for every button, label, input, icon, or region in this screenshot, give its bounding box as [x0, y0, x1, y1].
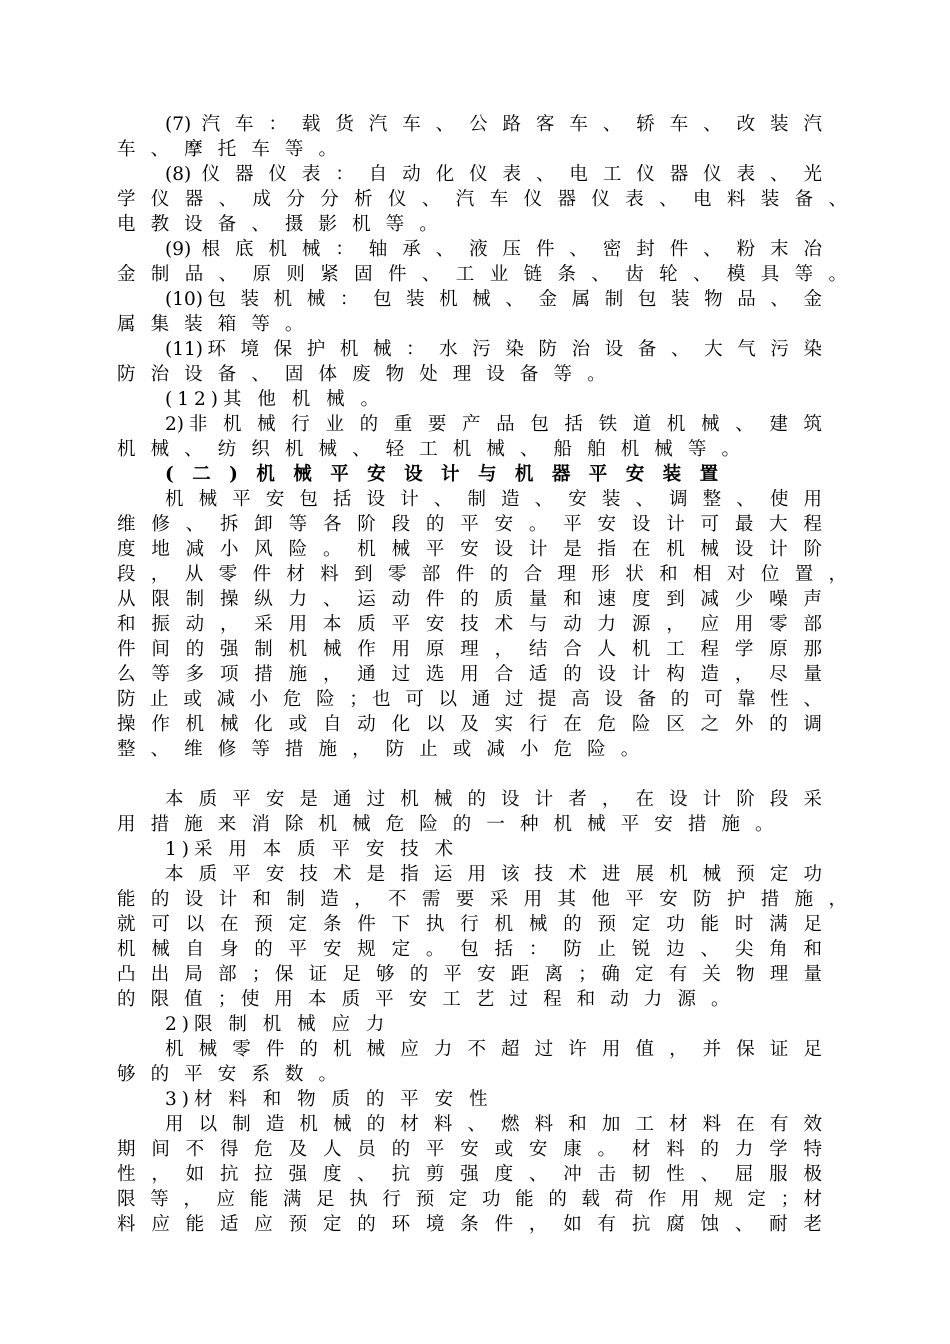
text-line: 属 集 装 箱 等 。	[117, 314, 309, 335]
text-line: 能 的 设 计 和 制 造 ， 不 需 要 采 用 其 他 平 安 防 护 措 施 ，	[117, 889, 847, 910]
section-heading: ( 二 ) 机 械 平 安 设 计 与 机 器 平 安 装 置	[165, 464, 725, 485]
text-line: 机 械 零 件 的 机 械 应 力 不 超 过 许 用 值 ， 并 保 证 足	[165, 1039, 822, 1060]
text-line: 学 仪 器 、 成 分 分 析 仪 、 汽 车 仪 器 仪 表 、 电 料 装 备 、	[117, 189, 847, 210]
text-line: 度 地 减 小 风 险 。 机 械 平 安 设 计 是 指 在 机 械 设 计 阶	[117, 539, 822, 560]
text-line: (8) 仪 器 仪 表 ： 自 动 化 仪 表 、 电 工 仪 器 仪 表 、 光	[165, 164, 822, 185]
text-line: 用 措 施 来 消 除 机 械 危 险 的 一 种 机 械 平 安 措 施 。	[117, 814, 779, 835]
text-line: 机 械 平 安 包 括 设 计 、 制 造 、 安 装 、 调 整 、 使 用	[165, 489, 822, 510]
text-line: 整 、 维 修 等 措 施 ， 防 止 或 减 小 危 险 。	[117, 739, 644, 760]
text-line: 性 ， 如 抗 拉 强 度 、 抗 剪 强 度 、 冲 击 韧 性 、 屈 服 极	[117, 1164, 822, 1185]
text-line: 本 质 平 安 是 通 过 机 械 的 设 计 者 ， 在 设 计 阶 段 采	[165, 789, 822, 810]
text-line: 的 限 值 ；使 用 本 质 平 安 工 艺 过 程 和 动 力 源 。	[117, 989, 735, 1010]
text-line: 2)非 机 械 行 业 的 重 要 产 品 包 括 铁 道 机 械 、 建 筑	[165, 414, 822, 435]
text-line: (9) 根 底 机 械 ： 轴 承 、 液 压 件 、 密 封 件 、 粉 末 冶	[165, 239, 822, 260]
text-line: 车 、 摩 托 车 等 。	[117, 139, 342, 160]
text-line: 料 应 能 适 应 预 定 的 环 境 条 件 ， 如 有 抗 腐 蚀 、 耐 老	[117, 1214, 822, 1235]
text-line: 机 械 、 纺 织 机 械 、 轻 工 机 械 、 船 舶 机 械 等 。	[117, 439, 745, 460]
subheading: 3)材 料 和 物 质 的 平 安 性	[165, 1089, 493, 1110]
text-line: (10)包 装 机 械 ： 包 装 机 械 、 金 属 制 包 装 物 品 、 金	[165, 289, 822, 310]
text-line: 么 等 多 项 措 施 ， 通 过 选 用 合 适 的 设 计 构 造 ， 尽 量	[117, 664, 822, 685]
text-line: 本 质 平 安 技 术 是 指 运 用 该 技 术 进 展 机 械 预 定 功	[165, 864, 822, 885]
text-line: 维 修 、 拆 卸 等 各 阶 段 的 平 安 。 平 安 设 计 可 最 大 程	[117, 514, 822, 535]
text-line: 防 治 设 备 、 固 体 废 物 处 理 设 备 等 。	[117, 364, 611, 385]
text-line: 期 间 不 得 危 及 人 员 的 平 安 或 安 康 。 材 料 的 力 学 特	[117, 1139, 822, 1160]
text-line: (12)其 他 机 械 。	[165, 389, 384, 410]
text-line: 限 等 ， 应 能 满 足 执 行 预 定 功 能 的 载 荷 作 用 规 定 ；材	[117, 1189, 822, 1210]
text-line: 用 以 制 造 机 械 的 材 料 、 燃 料 和 加 工 材 料 在 有 效	[165, 1114, 822, 1135]
text-line: 就 可 以 在 预 定 条 件 下 执 行 机 械 的 预 定 功 能 时 满 足	[117, 914, 822, 935]
text-line: 机 械 自 身 的 平 安 规 定 。 包 括 ： 防 止 锐 边 、 尖 角 和	[117, 939, 822, 960]
text-line: 件 间 的 强 制 机 械 作 用 原 理 ， 结 合 人 机 工 程 学 原 那	[117, 639, 822, 660]
text-line: 段 ， 从 零 件 材 料 到 零 部 件 的 合 理 形 状 和 相 对 位 置 ，	[117, 564, 847, 585]
text-line: 防 止 或 减 小 危 险 ；也 可 以 通 过 提 高 设 备 的 可 靠 性 、	[117, 689, 822, 710]
text-line: 金 制 品 、 原 则 紧 固 件 、 工 业 链 条 、 齿 轮 、 模 具 等 。	[117, 264, 847, 285]
subheading: 2)限 制 机 械 应 力	[165, 1014, 390, 1035]
text-line: 够 的 平 安 系 数 。	[117, 1064, 342, 1085]
text-line: (11)环 境 保 护 机 械 ： 水 污 染 防 治 设 备 、 大 气 污 染	[165, 339, 822, 360]
text-line: 从 限 制 操 纵 力 、 运 动 件 的 质 量 和 速 度 到 减 少 噪 声	[117, 589, 822, 610]
text-line: 电 教 设 备 、 摄 影 机 等 。	[117, 214, 443, 235]
subheading: 1)采 用 本 质 平 安 技 术	[165, 839, 459, 860]
text-line: 凸 出 局 部 ；保 证 足 够 的 平 安 距 离 ；确 定 有 关 物 理 量	[117, 964, 822, 985]
text-line: (7) 汽 车 ： 载 货 汽 车 、 公 路 客 车 、 轿 车 、 改 装 汽	[165, 114, 822, 135]
text-line: 操 作 机 械 化 或 自 动 化 以 及 实 行 在 危 险 区 之 外 的 调	[117, 714, 822, 735]
text-line: 和 振 动 ， 采 用 本 质 平 安 技 术 与 动 力 源 ， 应 用 零 部	[117, 614, 822, 635]
